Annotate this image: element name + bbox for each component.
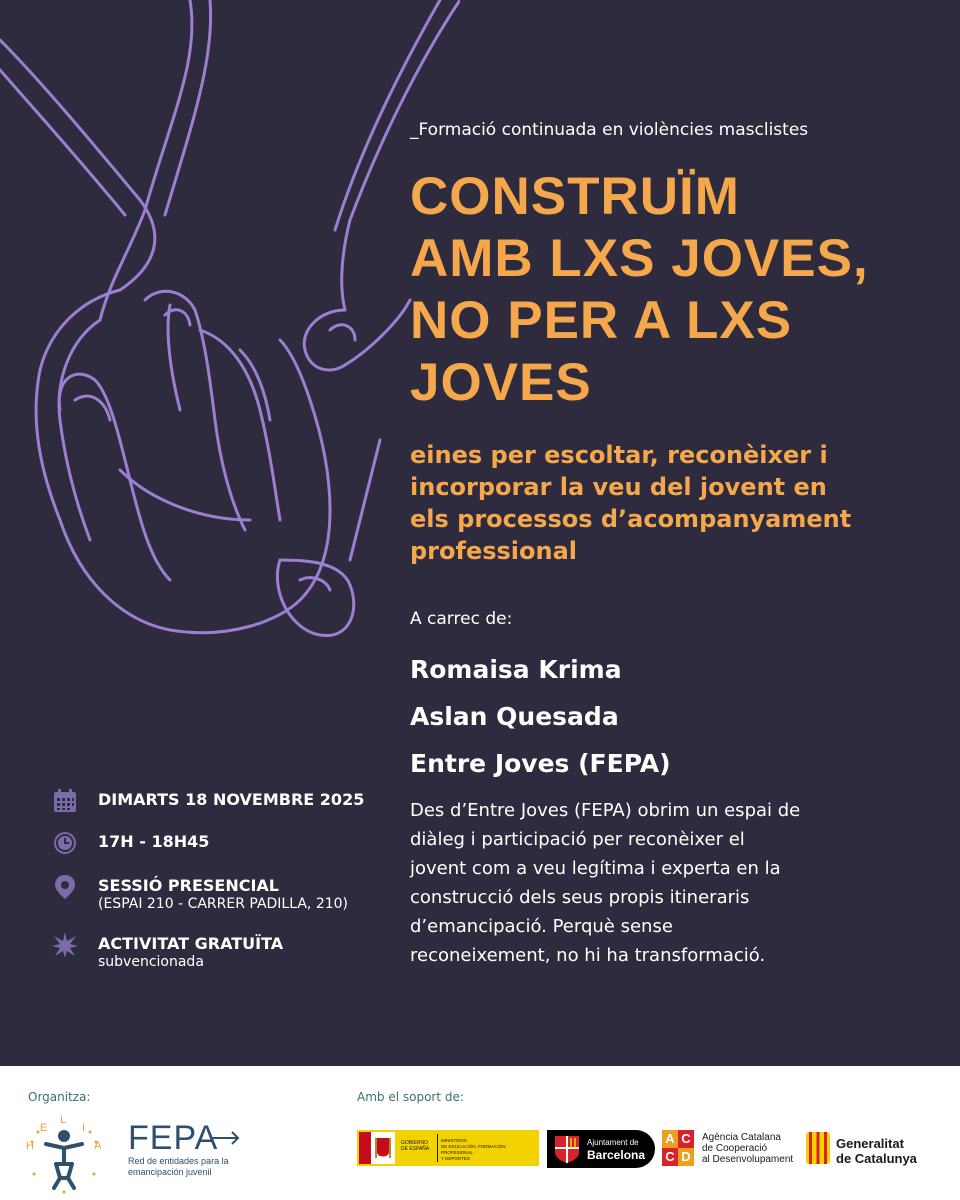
title-line: CONSTRUÏM (410, 167, 740, 226)
kicker-text: _Formació continuada en violències masclistes (410, 120, 809, 140)
agencia-catalana-text (702, 1132, 793, 1165)
event-subtitle (410, 439, 930, 567)
event-time: 17H - 18H45 (98, 832, 210, 851)
title-line: JOVES (410, 353, 592, 412)
speakers-list (410, 646, 671, 787)
fepa-tagline-line: emancipación juvenil (128, 1167, 212, 1177)
helia-letter: I (82, 1122, 86, 1134)
generalitat-line: Generalitat (836, 1136, 904, 1151)
event-price-note: subvencionada (98, 954, 204, 970)
speaker-name: Aslan Quesada (410, 702, 619, 731)
logo-divider (437, 1134, 438, 1162)
event-address: (ESPAI 210 - CARRER PADILLA, 210) (98, 896, 349, 912)
event-title (410, 166, 930, 414)
ministerio-line: DE EDUCACIÓN, FORMACIÓN PROFESIONAL (441, 1144, 506, 1155)
fepa-wordmark: FEPA (128, 1119, 219, 1157)
senyera-icon (806, 1132, 830, 1164)
event-description (410, 796, 910, 970)
ministerio-text (441, 1138, 537, 1162)
accd-letter: D (678, 1148, 694, 1166)
speakers-label: A carrec de: (410, 609, 513, 629)
agencia-line: Agència Catalana (702, 1132, 781, 1143)
holding-hands-illustration (0, 0, 460, 660)
description-line: diàleg i participació per reconèixer el (410, 829, 745, 850)
title-line: NO PER A LXS (410, 291, 793, 350)
helia-letter: A (94, 1140, 102, 1152)
event-date: DIMARTS 18 NOVEMBRE 2025 (98, 790, 365, 809)
subtitle-line: els processos d’acompanyament (410, 505, 852, 533)
helia-letter: H (26, 1140, 34, 1152)
ministerio-line: MINISTERIO (441, 1138, 468, 1143)
description-line: construcció dels seus propis itineraris (410, 887, 750, 908)
generalitat-text (836, 1136, 917, 1166)
subtitle-line: eines per escoltar, reconèixer i (410, 441, 828, 469)
subtitle-line: professional (410, 537, 578, 565)
helia-letter: E (40, 1122, 48, 1134)
ajuntament-text (587, 1138, 645, 1162)
description-line: Des d’Entre Joves (FEPA) obrim un espai de (410, 800, 801, 821)
fepa-arrow-icon (210, 1128, 242, 1148)
accd-letter: C (662, 1148, 678, 1166)
subtitle-line: incorporar la veu del jovent en (410, 473, 827, 501)
accd-mark (662, 1130, 694, 1166)
fepa-logo (128, 1120, 248, 1178)
title-line: AMB LXS JOVES, (410, 229, 869, 288)
event-format: SESSIÓ PRESENCIAL (98, 876, 279, 895)
footer (0, 1066, 960, 1200)
speaker-name: Romaisa Krima (410, 655, 622, 684)
helia-letters (24, 1114, 104, 1194)
star-icon (52, 932, 78, 958)
description-line: d’emancipació. Perquè sense (410, 916, 673, 937)
location-pin-icon (52, 874, 78, 900)
agencia-line: al Desenvolupament (702, 1154, 794, 1165)
ajuntament-line: Barcelona (587, 1148, 646, 1162)
event-price: ACTIVITAT GRATUÏTA (98, 934, 284, 953)
gobierno-line: DE ESPAÑA (401, 1146, 430, 1152)
clock-icon (52, 830, 78, 856)
spain-flag-crest-icon (357, 1130, 397, 1166)
fepa-tagline-line: Red de entidades para la (128, 1156, 229, 1166)
gobierno-ministerio-logo (357, 1130, 539, 1166)
generalitat-line: de Catalunya (836, 1151, 917, 1166)
fepa-tagline (128, 1156, 248, 1178)
helia-letter: L (60, 1114, 67, 1126)
accd-letter: C (678, 1130, 694, 1148)
barcelona-crest-icon (553, 1134, 581, 1164)
description-line: reconeixement, no hi ha transformació. (410, 945, 766, 966)
ajuntament-line: Ajuntament de (587, 1138, 639, 1147)
description-line: jovent com a veu legítima i experta en la (410, 858, 781, 879)
gobierno-text (401, 1140, 429, 1152)
accd-letter: A (662, 1130, 678, 1148)
agencia-line: de Cooperació (702, 1143, 768, 1154)
ministerio-line: Y DEPORTES (441, 1156, 470, 1161)
calendar-icon (52, 788, 78, 814)
soport-label: Amb el soport de: (357, 1090, 464, 1104)
ajuntament-barcelona-logo (547, 1130, 655, 1168)
speaker-name: Entre Joves (FEPA) (410, 749, 671, 778)
gobierno-line: GOBIERNO (401, 1140, 428, 1146)
organitza-label: Organitza: (28, 1090, 91, 1104)
